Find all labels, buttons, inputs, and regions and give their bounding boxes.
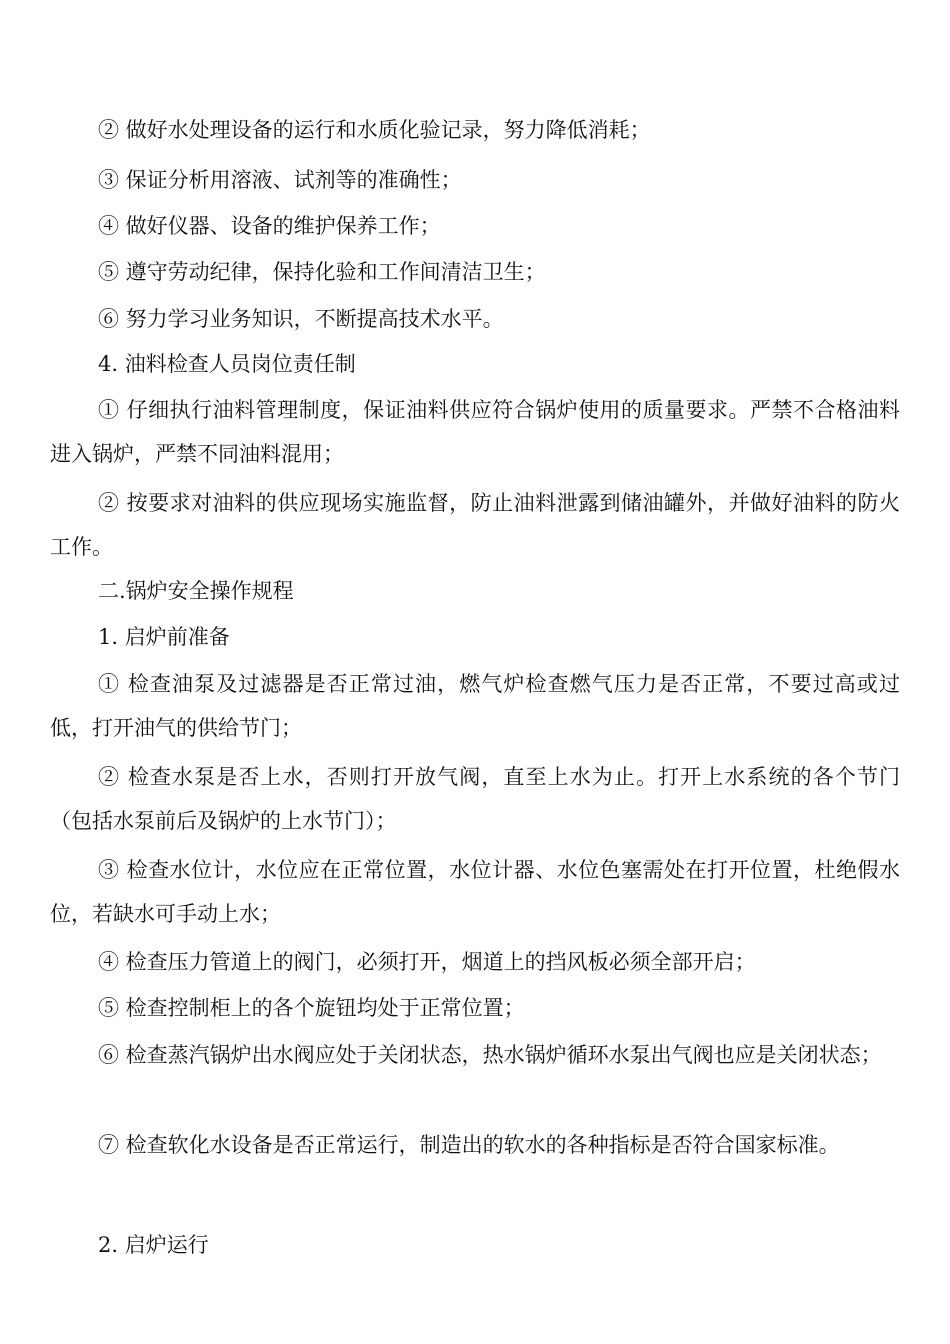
list-item: ① 仔细执行油料管理制度，保证油料供应符合锅炉使用的质量要求。严禁不合格油料进入锅炉，严禁不同油料混用； xyxy=(50,398,900,466)
list-item: ⑤ 检查控制柜上的各个旋钮均处于正常位置； xyxy=(98,996,525,1020)
list-item: ④ 检查压力管道上的阀门，必须打开，烟道上的挡风板必须全部开启； xyxy=(98,950,756,974)
list-item: ⑦ 检查软化水设备是否正常运行，制造出的软水的各种指标是否符合国家标准。 xyxy=(98,1133,840,1157)
list-item: ④ 做好仪器、设备的维护保养工作； xyxy=(98,214,441,238)
list-item: ⑤ 遵守劳动纪律，保持化验和工作间清洁卫生； xyxy=(98,260,546,284)
list-item: ⑥ 努力学习业务知识，不断提高技术水平。 xyxy=(98,307,504,331)
list-item: ③ 检查水位计，水位应在正常位置，水位计器、水位色塞需处在打开位置，杜绝假水位，若缺水可手动上水； xyxy=(50,858,900,926)
section-heading: 二.锅炉安全操作规程 xyxy=(98,579,294,603)
list-item: ② 做好水处理设备的运行和水质化验记录，努力降低消耗； xyxy=(98,118,651,142)
section-heading: 1. 启炉前准备 xyxy=(98,625,230,649)
list-item: ② 按要求对油料的供应现场实施监督，防止油料泄露到储油罐外，并做好油料的防火工作。 xyxy=(50,491,900,559)
list-item: ③ 保证分析用溶液、试剂等的准确性； xyxy=(98,168,462,192)
section-heading: 2. 启炉运行 xyxy=(98,1233,209,1257)
list-item: ⑥ 检查蒸汽锅炉出水阀应处于关闭状态，热水锅炉循环水泵出气阀也应是关闭状态； xyxy=(98,1043,882,1067)
list-item: ② 检查水泵是否上水，否则打开放气阀，直至上水为止。打开上水系统的各个节门（包括水泵前后及锅炉的上水节门）； xyxy=(50,765,900,833)
list-item: ① 检查油泵及过滤器是否正常过油，燃气炉检查燃气压力是否正常，不要过高或过低，打开油气的供给节门； xyxy=(50,672,900,740)
section-heading: 4. 油料检查人员岗位责任制 xyxy=(98,352,356,376)
